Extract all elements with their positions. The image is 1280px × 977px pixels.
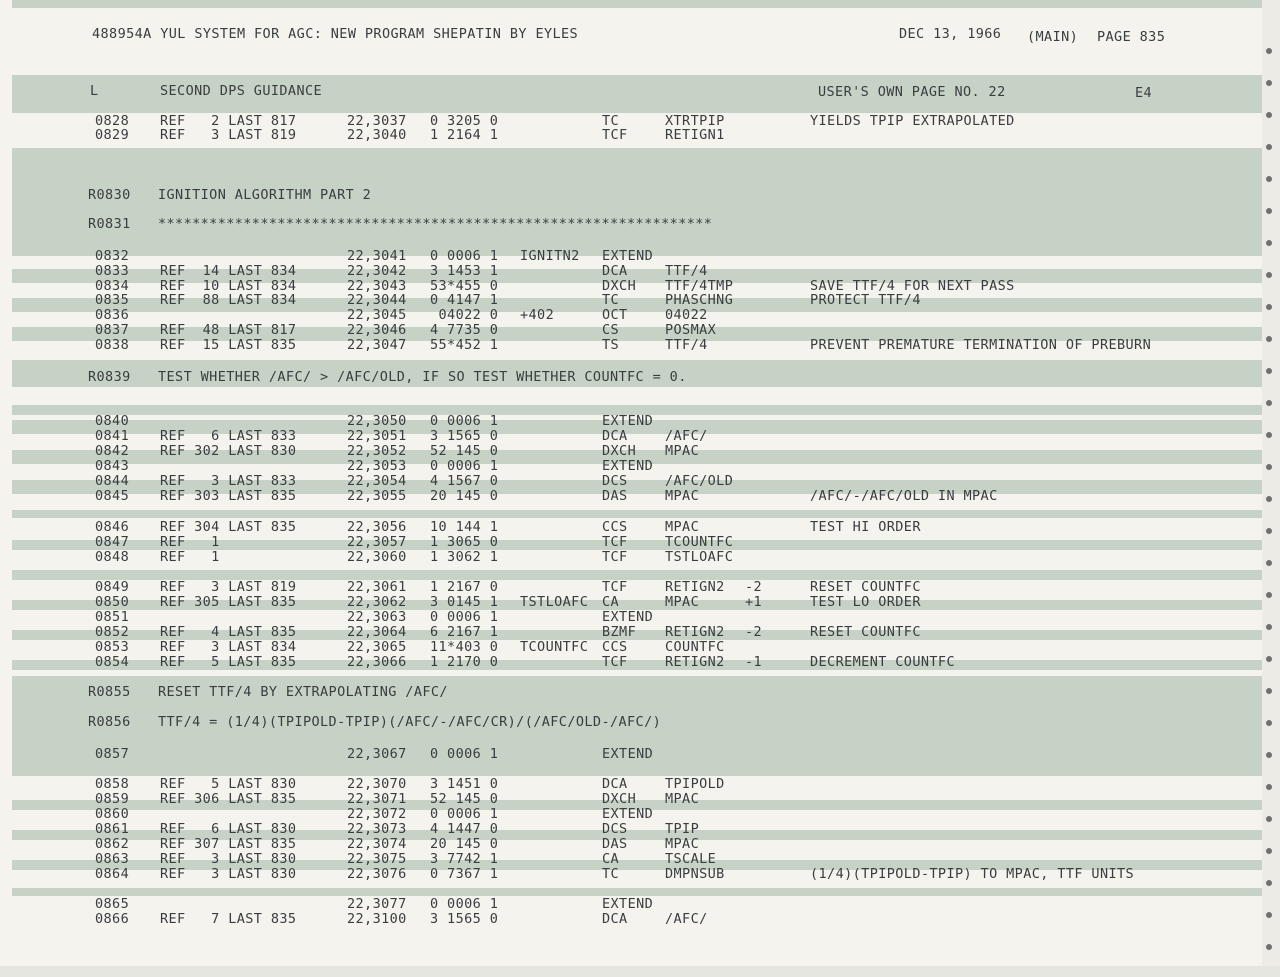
listing-operand: MPAC xyxy=(665,594,700,610)
listing-ref: REF 7 LAST 835 xyxy=(160,911,297,927)
listing-op: CCS xyxy=(602,639,628,655)
listing-line: 0846 xyxy=(95,519,130,535)
feed-hole xyxy=(1266,944,1272,950)
listing-comment: SAVE TTF/4 FOR NEXT PASS xyxy=(810,278,1015,294)
listing-op: EXTEND xyxy=(602,746,654,762)
listing-op: TCF xyxy=(602,654,628,670)
listing-ref: REF 307 LAST 835 xyxy=(160,836,297,852)
listing-operand: /AFC/ xyxy=(665,428,708,444)
feed-hole xyxy=(1266,464,1272,470)
listing-ref: REF 48 LAST 817 xyxy=(160,322,297,338)
listing-line: 0835 xyxy=(95,292,130,308)
listing-word: 10 144 1 xyxy=(430,519,499,535)
listing-line: 0841 xyxy=(95,428,130,444)
listing-operand: MPAC xyxy=(665,836,700,852)
feed-hole xyxy=(1266,816,1272,822)
listing-op: OCT xyxy=(602,307,628,323)
listing-addr: 22,3047 xyxy=(347,337,407,353)
listing-line: 0851 xyxy=(95,609,130,625)
listing-word: 1 3065 0 xyxy=(430,534,499,550)
listing-addr: 22,3076 xyxy=(347,866,407,882)
listing-word: 55*452 1 xyxy=(430,337,499,353)
listing-op: DXCH xyxy=(602,443,637,459)
subheader-sheet: E4 xyxy=(1135,85,1153,101)
listing-ref: REF 10 LAST 834 xyxy=(160,278,297,294)
feed-hole xyxy=(1266,688,1272,694)
listing-ref: REF 14 LAST 834 xyxy=(160,263,297,279)
listing-operand: XTRTPIP xyxy=(665,113,725,129)
listing-ref: REF 2 LAST 817 xyxy=(160,113,297,129)
listing-operand: /AFC/OLD xyxy=(665,473,734,489)
listing-ref: REF 5 LAST 835 xyxy=(160,654,297,670)
listing-operand: RETIGN2 xyxy=(665,654,725,670)
listing-op: DCS xyxy=(602,473,628,489)
listing-line: 0853 xyxy=(95,639,130,655)
listing-op: DXCH xyxy=(602,278,637,294)
listing-addr: 22,3074 xyxy=(347,836,407,852)
listing-word: 1 2167 0 xyxy=(430,579,499,595)
listing-operand: RETIGN2 xyxy=(665,579,725,595)
feed-hole xyxy=(1266,592,1272,598)
feed-hole xyxy=(1266,624,1272,630)
listing-op: EXTEND xyxy=(602,458,654,474)
listing-operand: TTF/4 xyxy=(665,263,708,279)
listing-remark: RESET TTF/4 BY EXTRAPOLATING /AFC/ xyxy=(158,684,448,700)
listing-line: 0843 xyxy=(95,458,130,474)
listing-operand: RETIGN2 xyxy=(665,624,725,640)
listing-addr: 22,3066 xyxy=(347,654,407,670)
listing-addr: 22,3061 xyxy=(347,579,407,595)
header-page: PAGE 835 xyxy=(1097,29,1166,45)
listing-word: 20 145 0 xyxy=(430,836,499,852)
listing-ref: REF 3 LAST 833 xyxy=(160,473,297,489)
listing-op: DCA xyxy=(602,911,628,927)
listing-operand: PHASCHNG xyxy=(665,292,734,308)
feed-hole xyxy=(1266,208,1272,214)
listing-operand: MPAC xyxy=(665,791,700,807)
listing-word: 0 0006 1 xyxy=(430,896,499,912)
listing-op: TS xyxy=(602,337,620,353)
listing-op: DAS xyxy=(602,488,628,504)
listing-line: 0848 xyxy=(95,549,130,565)
listing-operand: TPIP xyxy=(665,821,700,837)
listing-word: 0 4147 1 xyxy=(430,292,499,308)
listing-ref: REF 303 LAST 835 xyxy=(160,488,297,504)
header-date: DEC 13, 1966 xyxy=(899,26,1002,42)
feed-hole xyxy=(1266,880,1272,886)
listing-ref: REF 5 LAST 830 xyxy=(160,776,297,792)
listing-line: 0837 xyxy=(95,322,130,338)
listing-addr: 22,3056 xyxy=(347,519,407,535)
listing-op: EXTEND xyxy=(602,806,654,822)
feed-hole xyxy=(1266,528,1272,534)
listing-operand: TCOUNTFC xyxy=(665,534,734,550)
listing-line: 0866 xyxy=(95,911,130,927)
listing-word: 6 2167 1 xyxy=(430,624,499,640)
feed-hole xyxy=(1266,912,1272,918)
listing-ref: REF 3 LAST 834 xyxy=(160,639,297,655)
listing-addr: 22,3051 xyxy=(347,428,407,444)
listing-line: 0863 xyxy=(95,851,130,867)
listing-addr: 22,3075 xyxy=(347,851,407,867)
listing-remark: ***************************************************************** xyxy=(158,216,713,232)
listing-line: R0830 xyxy=(88,187,131,203)
listing-word: 1 2170 0 xyxy=(430,654,499,670)
listing-operand: DMPNSUB xyxy=(665,866,725,882)
listing-op: EXTEND xyxy=(602,413,654,429)
feed-hole xyxy=(1266,752,1272,758)
listing-remark: TTF/4 = (1/4)(TPIPOLD-TPIP)(/AFC/-/AFC/CR)/(/AFC/OLD-/AFC/) xyxy=(158,714,662,730)
feed-hole xyxy=(1266,560,1272,566)
listing-line: 0829 xyxy=(95,127,130,143)
listing-operand: POSMAX xyxy=(665,322,717,338)
listing-op: EXTEND xyxy=(602,896,654,912)
listing-op: DAS xyxy=(602,836,628,852)
listing-label: IGNITN2 xyxy=(520,248,580,264)
listing-addr: 22,3057 xyxy=(347,534,407,550)
listing-ref: REF 305 LAST 835 xyxy=(160,594,297,610)
listing-line: R0831 xyxy=(88,216,131,232)
feed-hole xyxy=(1266,304,1272,310)
listing-op: TC xyxy=(602,113,620,129)
listing-op: CA xyxy=(602,851,620,867)
listing-addr: 22,3064 xyxy=(347,624,407,640)
listing-mod: -2 xyxy=(745,624,763,640)
listing-line: 0854 xyxy=(95,654,130,670)
listing-operand: MPAC xyxy=(665,488,700,504)
listing-label: TCOUNTFC xyxy=(520,639,589,655)
listing-line: 0852 xyxy=(95,624,130,640)
feed-hole xyxy=(1266,432,1272,438)
listing-comment: RESET COUNTFC xyxy=(810,579,921,595)
listing-word: 52 145 0 xyxy=(430,443,499,459)
header-main: (MAIN) xyxy=(1027,29,1079,45)
listing-op: DCA xyxy=(602,263,628,279)
listing-op: CCS xyxy=(602,519,628,535)
listing-line: 0836 xyxy=(95,307,130,323)
feed-hole xyxy=(1266,368,1272,374)
feed-hole xyxy=(1266,48,1272,54)
listing-op: DCA xyxy=(602,776,628,792)
listing-op: DXCH xyxy=(602,791,637,807)
listing-comment: PROTECT TTF/4 xyxy=(810,292,921,308)
listing-op: TCF xyxy=(602,127,628,143)
feed-hole xyxy=(1266,272,1272,278)
listing-ref: REF 3 LAST 830 xyxy=(160,866,297,882)
listing-addr: 22,3100 xyxy=(347,911,407,927)
listing-ref: REF 3 LAST 819 xyxy=(160,127,297,143)
listing-label: TSTLOAFC xyxy=(520,594,589,610)
listing-remark: TEST WHETHER /AFC/ > /AFC/OLD, IF SO TEST WHETHER COUNTFC = 0. xyxy=(158,369,687,385)
listing-word: 0 0006 1 xyxy=(430,458,499,474)
listing-word: 1 2164 1 xyxy=(430,127,499,143)
listing-line: 0840 xyxy=(95,413,130,429)
listing-line: R0839 xyxy=(88,369,131,385)
listing-addr: 22,3052 xyxy=(347,443,407,459)
listing-line: R0855 xyxy=(88,684,131,700)
listing-word: 0 0006 1 xyxy=(430,806,499,822)
listing-ref: REF 6 LAST 833 xyxy=(160,428,297,444)
subheader-title: SECOND DPS GUIDANCE xyxy=(160,83,323,99)
listing-addr: 22,3071 xyxy=(347,791,407,807)
listing-word: 3 1565 0 xyxy=(430,911,499,927)
listing-addr: 22,3065 xyxy=(347,639,407,655)
listing-addr: 22,3070 xyxy=(347,776,407,792)
listing-op: CA xyxy=(602,594,620,610)
listing-word: 20 145 0 xyxy=(430,488,499,504)
listing-word: 3 1453 1 xyxy=(430,263,499,279)
listing-operand: MPAC xyxy=(665,519,700,535)
listing-line: R0856 xyxy=(88,714,131,730)
listing-op: CS xyxy=(602,322,620,338)
listing-addr: 22,3053 xyxy=(347,458,407,474)
listing-op: BZMF xyxy=(602,624,637,640)
listing-addr: 22,3046 xyxy=(347,322,407,338)
listing-mod: +1 xyxy=(745,594,763,610)
listing-ref: REF 304 LAST 835 xyxy=(160,519,297,535)
listing-op: DCS xyxy=(602,821,628,837)
listing-word: 0 3205 0 xyxy=(430,113,499,129)
listing-addr: 22,3062 xyxy=(347,594,407,610)
listing-comment: TEST HI ORDER xyxy=(810,519,921,535)
listing-line: 0865 xyxy=(95,896,130,912)
listing-word: 0 0006 1 xyxy=(430,746,499,762)
listing-comment: DECREMENT COUNTFC xyxy=(810,654,955,670)
listing-addr: 22,3055 xyxy=(347,488,407,504)
listing-word: 11*403 0 xyxy=(430,639,499,655)
listing-operand: TTF/4TMP xyxy=(665,278,734,294)
listing-word: 3 7742 1 xyxy=(430,851,499,867)
listing-comment: /AFC/-/AFC/OLD IN MPAC xyxy=(810,488,998,504)
feed-hole xyxy=(1266,80,1272,86)
listing-comment: PREVENT PREMATURE TERMINATION OF PREBURN xyxy=(810,337,1152,353)
listing-comment: TEST LO ORDER xyxy=(810,594,921,610)
listing-ref: REF 1 xyxy=(160,549,220,565)
listing-remark: IGNITION ALGORITHM PART 2 xyxy=(158,187,372,203)
listing-op: DCA xyxy=(602,428,628,444)
listing-addr: 22,3043 xyxy=(347,278,407,294)
listing-line: 0828 xyxy=(95,113,130,129)
listing-line: 0862 xyxy=(95,836,130,852)
listing-line: 0838 xyxy=(95,337,130,353)
greenbar-band xyxy=(12,510,1262,518)
subheader-code: L xyxy=(90,83,99,99)
listing-line: 0847 xyxy=(95,534,130,550)
listing-operand: TSCALE xyxy=(665,851,717,867)
listing-addr: 22,3044 xyxy=(347,292,407,308)
listing-operand: RETIGN1 xyxy=(665,127,725,143)
listing-ref: REF 302 LAST 830 xyxy=(160,443,297,459)
header-left: 488954A YUL SYSTEM FOR AGC: NEW PROGRAM SHEPATIN BY EYLES xyxy=(92,26,579,42)
feed-hole xyxy=(1266,784,1272,790)
listing-operand: /AFC/ xyxy=(665,911,708,927)
listing-op: EXTEND xyxy=(602,248,654,264)
listing-word: 4 1447 0 xyxy=(430,821,499,837)
listing-ref: REF 4 LAST 835 xyxy=(160,624,297,640)
listing-word: 4 1567 0 xyxy=(430,473,499,489)
feed-hole xyxy=(1266,144,1272,150)
feed-hole xyxy=(1266,176,1272,182)
listing-ref: REF 3 LAST 819 xyxy=(160,579,297,595)
listing-ref: REF 3 LAST 830 xyxy=(160,851,297,867)
greenbar-band xyxy=(12,888,1262,896)
listing-line: 0834 xyxy=(95,278,130,294)
feed-hole xyxy=(1266,656,1272,662)
listing-word: 0 7367 1 xyxy=(430,866,499,882)
listing-line: 0844 xyxy=(95,473,130,489)
listing-operand: TPIPOLD xyxy=(665,776,725,792)
feed-hole xyxy=(1266,848,1272,854)
listing-mod: -1 xyxy=(745,654,763,670)
listing-line: 0860 xyxy=(95,806,130,822)
listing-op: TCF xyxy=(602,534,628,550)
listing-label: +402 xyxy=(520,307,555,323)
listing-addr: 22,3077 xyxy=(347,896,407,912)
listing-line: 0832 xyxy=(95,248,130,264)
listing-line: 0861 xyxy=(95,821,130,837)
listing-ref: REF 88 LAST 834 xyxy=(160,292,297,308)
listing-word: 3 0145 1 xyxy=(430,594,499,610)
listing-addr: 22,3060 xyxy=(347,549,407,565)
listing-addr: 22,3045 xyxy=(347,307,407,323)
listing-word: 1 3062 1 xyxy=(430,549,499,565)
listing-line: 0849 xyxy=(95,579,130,595)
feed-hole xyxy=(1266,336,1272,342)
listing-op: TCF xyxy=(602,579,628,595)
listing-operand: TTF/4 xyxy=(665,337,708,353)
listing-ref: REF 15 LAST 835 xyxy=(160,337,297,353)
listing-line: 0857 xyxy=(95,746,130,762)
listing-addr: 22,3050 xyxy=(347,413,407,429)
listing-word: 53*455 0 xyxy=(430,278,499,294)
listing-addr: 22,3040 xyxy=(347,127,407,143)
listing-word: 52 145 0 xyxy=(430,791,499,807)
greenbar-band xyxy=(12,0,1262,8)
listing-ref: REF 306 LAST 835 xyxy=(160,791,297,807)
listing-line: 0858 xyxy=(95,776,130,792)
feed-hole xyxy=(1266,240,1272,246)
listing-addr: 22,3063 xyxy=(347,609,407,625)
listing-word: 3 1451 0 xyxy=(430,776,499,792)
listing-comment: RESET COUNTFC xyxy=(810,624,921,640)
listing-addr: 22,3054 xyxy=(347,473,407,489)
listing-operand: TSTLOAFC xyxy=(665,549,734,565)
greenbar-band xyxy=(12,768,1262,776)
feed-hole xyxy=(1266,720,1272,726)
feed-hole xyxy=(1266,112,1272,118)
feed-hole xyxy=(1266,400,1272,406)
listing-comment: (1/4)(TPIPOLD-TPIP) TO MPAC, TTF UNITS xyxy=(810,866,1135,882)
listing-word: 4 7735 0 xyxy=(430,322,499,338)
listing-line: 0842 xyxy=(95,443,130,459)
listing-line: 0845 xyxy=(95,488,130,504)
paper-bottom-edge xyxy=(0,966,1280,977)
listing-line: 0850 xyxy=(95,594,130,610)
listing-word: 3 1565 0 xyxy=(430,428,499,444)
listing-addr: 22,3042 xyxy=(347,263,407,279)
listing-word: 0 0006 1 xyxy=(430,413,499,429)
listing-addr: 22,3073 xyxy=(347,821,407,837)
listing-line: 0864 xyxy=(95,866,130,882)
listing-op: TC xyxy=(602,292,620,308)
listing-operand: COUNTFC xyxy=(665,639,725,655)
listing-mod: -2 xyxy=(745,579,763,595)
listing-addr: 22,3072 xyxy=(347,806,407,822)
listing-op: TC xyxy=(602,866,620,882)
listing-line: 0859 xyxy=(95,791,130,807)
listing-addr: 22,3067 xyxy=(347,746,407,762)
subheader-users-page: USER'S OWN PAGE NO. 22 xyxy=(818,84,1006,100)
listing-op: EXTEND xyxy=(602,609,654,625)
listing-word: 0 0006 1 xyxy=(430,248,499,264)
feed-hole xyxy=(1266,496,1272,502)
listing-addr: 22,3037 xyxy=(347,113,407,129)
listing-ref: REF 6 LAST 830 xyxy=(160,821,297,837)
listing-ref: REF 1 xyxy=(160,534,220,550)
listing-word: 0 0006 1 xyxy=(430,609,499,625)
listing-addr: 22,3041 xyxy=(347,248,407,264)
listing-line: 0833 xyxy=(95,263,130,279)
listing-op: TCF xyxy=(602,549,628,565)
listing-comment: YIELDS TPIP EXTRAPOLATED xyxy=(810,113,1015,129)
listing-operand: 04022 xyxy=(665,307,708,323)
listing-word: 04022 0 xyxy=(430,307,499,323)
listing-operand: MPAC xyxy=(665,443,700,459)
